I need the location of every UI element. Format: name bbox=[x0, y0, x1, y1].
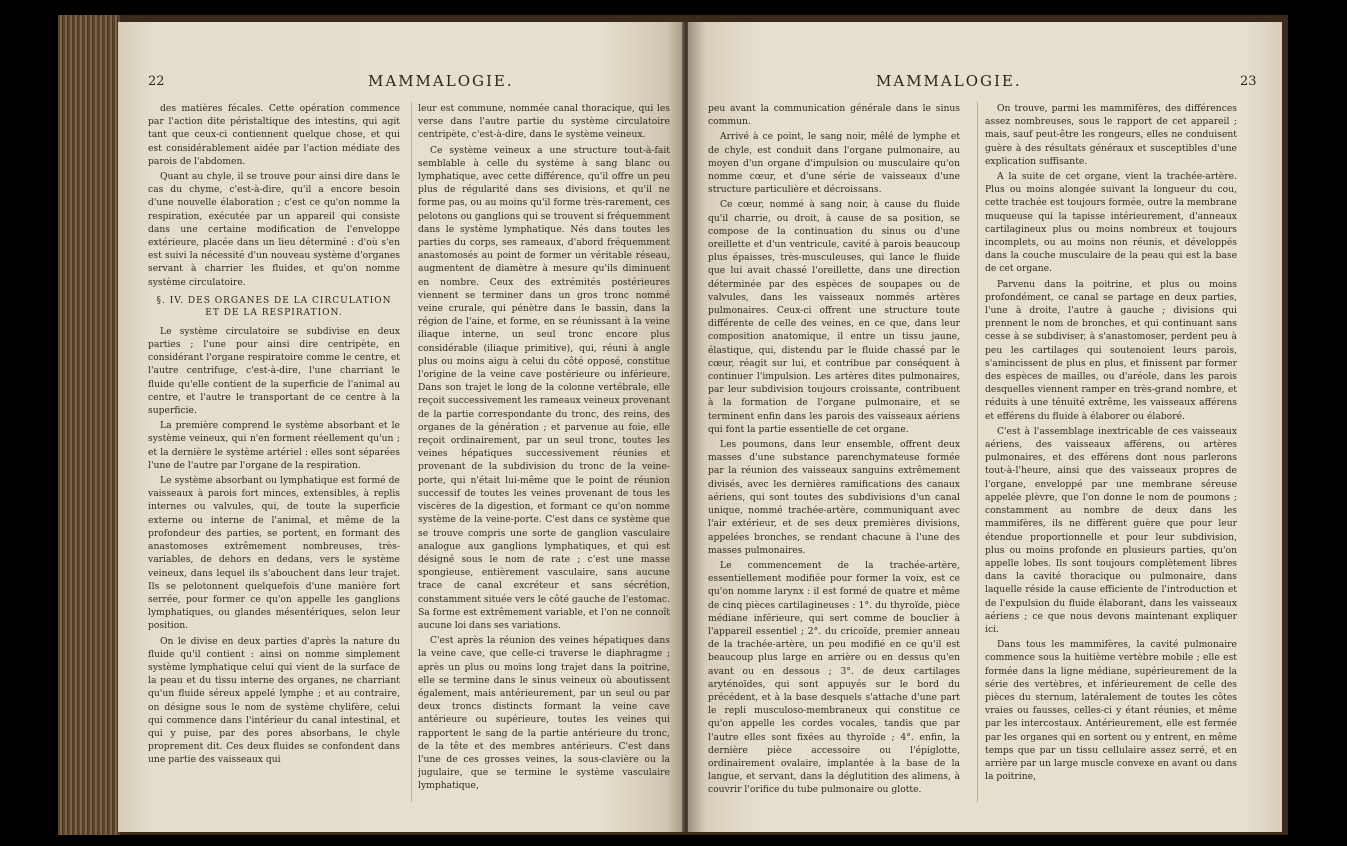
paragraph: Ce système veineux a une structure tout-à-fait semblable à celle du système à sang blanc ou lymphatique, avec cette différence, qu'il offre un peu plus de régularité dans ses divisions, et qu'il ne forme pas, ou au moins qu'il forme très-rarement, ces pelotons ou ganglions qui se trouvent si fréquemment dans le système lymphatique. Nés dans toutes les parties du corps, ses rameaux, d'abord fréquemment anastomosés au point de former un véritable réseau, augmentent de diamètre à mesure qu'ils diminuent en nombre. Ceux des extrémités postérieures viennent se terminer dans un gros tronc nommé veine crurale, qui pénètre dans le bassin, dans la région de l'aine, et forme, en se réunissant à la veine iliaque interne, un seul tronc encore plus considérable (iliaque primitive), qui, réuni à angle plus ou moins aigu à celui du côté opposé, constitue l'origine de la veine cave postérieure ou inférieure. Dans son trajet le long de la colonne vertébrale, elle reçoit successivement les rameaux veineux provenant de la partie correspondante du tronc, des reins, des organes de la génération ; et parvenue au foie, elle reçoit ordinairement, par un seul tronc, toutes les veines hépatiques successivement réunies et provenant de la subdivision du tronc de la veine-porte, qui n'était lui-même que le point de réunion successif de toutes les veines provenant de tous les viscères de la digestion, et formant ce qu'on nomme système de la veine-porte. C'est dans ce système que se trouve compris une sorte de ganglion vasculaire analogue aux ganglions lymphatiques, et qui est désigné sous le nom de rate ; c'est une masse spongieuse, entièrement vasculaire, sans aucune trace de canal excréteur et sans sécrétion, constamment située vers le côté gauche de l'estomac. Sa forme est extrêmement variable, et l'on ne connoît aucune loi dans ses variations. bbox=[418, 144, 670, 631]
paragraph: A la suite de cet organe, vient la trachée-artère. Plus ou moins alongée suivant la longueur du cou, cette trachée est toujours formée, outre la membrane muqueuse qui la tapisse intérieurement, d'anneaux cartilagineux plus ou moins nombreux et toujours incomplets, ou au moins non réunis, et développés dans la couche musculaire de la peau qui est la base de cet organe. bbox=[985, 171, 1237, 275]
paragraph: des matières fécales. Cette opération commence par l'action dite péristaltique des intestins, qui agit tant que ceux-ci contiennent quelque chose, et qui est considérablement aidée par l'action médiate des parois de l'abdomen. bbox=[148, 103, 400, 167]
page-edges bbox=[58, 15, 120, 835]
right-page-number: 23 bbox=[1240, 74, 1257, 89]
paragraph: Le système absorbant ou lymphatique est formé de vaisseaux à parois fort minces, extensibles, à replis internes ou valvules, qui, de toute la superficie externe ou interne de l'animal, et même de la profondeur des parties, se portent, en formant des anastomoses extrêmement nombreuses, très-variables, de dehors en dedans, vers le système veineux, dans lequel ils s'abouchent dans leur trajet. Ils se pelotonnent quelquefois d'une manière fort serrée, pour former ce qu'on appelle les ganglions lymphatiques, ou glandes mésentériques, selon leur position. bbox=[148, 475, 400, 632]
right-column-2 bbox=[985, 102, 1237, 817]
right-running-header: MAMMALOGIE. bbox=[876, 72, 1022, 90]
paragraph: Ce cœur, nommé à sang noir, à cause du fluide qu'il charrie, ou droit, à cause de sa position, se compose de la continuation du sinus ou d'une oreillette et d'un ventricule, cavité à parois beaucoup plus épaisses, très-musculeuses, qui lance le fluide que lui avait chassé l'oreillette, dans une direction déterminée par des espèces de soupapes ou de valvules, dans les vaisseaux nommés artères pulmonaires. Ceux-ci offrent une structure toute différente de celle des veines, en ce que, dans leur composition anatomique, il entre un tissu jaune, élastique, qui, distendu par le fluide chassé par le cœur, réagit sur lui, et contribue par conséquent à continuer l'impulsion. Les artères dites pulmonaires, par leur subdivision toujours croissante, contribuent à la formation de l'organe pulmonaire, et se terminent enfin dans les parois des vaisseaux aériens qui font la partie essentielle de cet organe. bbox=[708, 199, 960, 435]
paragraph: peu avant la communication générale dans le sinus commun. bbox=[708, 103, 960, 128]
column-divider bbox=[411, 102, 412, 802]
paragraph: leur est commune, nommée canal thoracique, qui les verse dans l'autre partie du système circulatoire centripète, c'est-à-dire, dans le système veineux. bbox=[418, 103, 670, 141]
column-divider bbox=[977, 102, 978, 802]
paragraph: On trouve, parmi les mammifères, des différences assez nombreuses, sous le rapport de cet appareil ; mais, sauf peut-être les rongeurs, elles ne conduisent guère à des résultats généraux et susceptibles d'une explication suffisante. bbox=[985, 103, 1237, 167]
left-page bbox=[118, 22, 684, 832]
paragraph: On le divise en deux parties d'après la nature du fluide qu'il contient : ainsi on nomme simplement système lymphatique celui qui vient de la surface de la peau et du tissu interne des organes, ne charriant qu'un fluide séreux appelé lymphe ; et au contraire, on désigne sous le nom de système chylifère, celui qui commence dans l'intérieur du canal intestinal, et qui y puise, par des pores absorbans, le chyle proprement dit. Ces deux fluides se confondent dans une partie des vaisseaux qui bbox=[148, 635, 400, 766]
paragraph: Quant au chyle, il se trouve pour ainsi dire dans le cas du chyme, c'est-à-dire, qu'il a encore besoin d'une nouvelle élaboration ; c'est ce qu'on nomme la respiration, exécutée par un appareil qui consiste dans une certaine modification de l'enveloppe extérieure, placée dans un lieu déterminé : d'où s'en est suivi la nécessité d'un nouveau système d'organes servant à charrier les fluides, et qu'on nomme système circulatoire. bbox=[148, 171, 400, 288]
paragraph: Le système circulatoire se subdivise en deux parties ; l'une pour ainsi dire centripète, en considérant l'organe respiratoire comme le centre, et l'autre centrifuge, c'est-à-dire, l'une charriant le fluide qu'elle contient de la superficie de l'animal au centre, et l'autre le transportant de ce centre à la superficie. bbox=[148, 325, 400, 417]
right-page bbox=[688, 22, 1282, 832]
paragraph: C'est à l'assemblage inextricable de ces vaisseaux aériens, des vaisseaux afférens, ou artères pulmonaires, et des efférens dont nous parlerons tout-à-l'heure, ainsi que des vaisseaux propres de l'organe, enveloppé par une membrane séreuse appelée plèvre, que l'on donne le nom de poumons ; constamment au nombre de deux dans les mammifères, ils ne diffèrent guère que pour leur étendue proportionnelle et pour leur subdivision, plus ou moins profonde en plusieurs parties, qu'on appelle lobes. Ils sont toujours complètement libres dans la cavité thoracique ou pulmonaire, dans laquelle réside la cause efficiente de l'introduction et de l'expulsion du fluide élaborant, dans les vaisseaux aériens ; ce que nous devons maintenant expliquer ici. bbox=[985, 425, 1237, 635]
left-column-1 bbox=[148, 102, 400, 817]
paragraph: Dans tous les mammifères, la cavité pulmonaire commence sous la huitième vertèbre mobile ; elle est formée dans la ligne médiane, supérieurement de la série des vertèbres, et inférieurement de celle des pièces du sternum, latéralement de toutes les côtes vraies ou fausses, celles-ci y étant réunies, et même par les intercostaux. Antérieurement, elle est fermée par les organes qui en sortent ou y entrent, en même temps que par un tissu cellulaire assez serré, et en arrière par un large muscle convexe en avant ou dans la poitrine, bbox=[985, 639, 1237, 783]
paragraph: Parvenu dans la poitrine, et plus ou moins profondément, ce canal se partage en deux parties, l'une à droite, l'autre à gauche ; divisions qui prennent le nom de bronches, et qui continuant sans cesse à se subdiviser, à s'anastomoser, perdent peu à peu les cartilages qui soutenoient leurs parois, s'amincissent de plus en plus, et finissent par former des espèces de mailles, ou d'aréole, dans les parois desquelles viennent ramper en très-grand nombre, et réduits à une ténuité extrême, les vaisseaux afférens et efférens du fluide à élaborer ou élaboré. bbox=[985, 278, 1237, 422]
paragraph: Arrivé à ce point, le sang noir, mêlé de lymphe et de chyle, est conduit dans l'organe pulmonaire, au moyen d'un organe d'impulsion ou musculaire qu'on nomme cœur, et d'une série de vaisseaux d'une structure particulière et décroissans. bbox=[708, 131, 960, 196]
paragraph: C'est après la réunion des veines hépatiques dans la veine cave, que celle-ci traverse le diaphragme ; après un plus ou moins long trajet dans la poitrine, elle se termine dans le sinus veineux où aboutissent également, mais antérieurement, par un seul ou par deux troncs distincts formant la veine cave antérieure ou supérieure, toutes les veines qui rapportent le sang de la partie antérieure du tronc, de la tête et des membres antérieurs. C'est dans l'une de ces grosses veines, la sous-clavière ou la jugulaire, que se termine le système vasculaire lymphatique, bbox=[418, 635, 670, 792]
left-column-2 bbox=[418, 102, 670, 817]
paragraph: Le commencement de la trachée-artère, essentiellement modifiée pour former la voix, est ce qu'on nomme larynx : il est formé de quatre et même de cinq pièces cartilagineuses : 1°. du thyroïde, pièce médiane inférieure, qui sert comme de bouclier à l'appareil essentiel ; 2°. du cricoïde, premier anneau de la trachée-artère, un peu modifié en ce qu'il est beaucoup plus large en arrière ou en dessus qu'en avant ou en dessous ; 3°. de deux cartilages aryténoïdes, qui sont appuyés sur le bord du précédent, et à la base desquels s'attache d'une part le repli musculoso-membraneux qui constitue ce qu'on appelle les cordes vocales, tandis que par l'autre elles sont fixées au thyroïde ; 4°. enfin, la dernière pièce accessoire ou l'épiglotte, ordinairement ovalaire, implantée à la base de la langue, et servant, dans la déglutition des alimens, à couvrir l'orifice du tube pulmonaire ou glotte. bbox=[708, 559, 960, 796]
paragraph: Les poumons, dans leur ensemble, offrent deux masses d'une substance parenchymateuse formée par la réunion des vaisseaux sanguins extrêmement divisés, avec les dernières ramifications des canaux aériens, qui sont toutes des subdivisions d'un canal unique, nommé trachée-artère, communiquant avec l'air extérieur, et de ses deux premières divisions, appelées bronches, se rendant chacune à l'une des masses pulmonaires. bbox=[708, 439, 960, 556]
section-heading: §. IV. DES ORGANES DE LA CIRCULATION ET DE LA RESPIRATION. bbox=[156, 295, 392, 318]
paragraph: La première comprend le système absorbant et le système veineux, qui n'en forment réellement qu'un ; et la dernière le système artériel : elles sont séparées l'une de l'autre par l'organe de la respiration. bbox=[148, 420, 400, 471]
left-running-header: MAMMALOGIE. bbox=[368, 72, 514, 90]
left-page-number: 22 bbox=[148, 74, 165, 89]
right-column-1 bbox=[708, 102, 960, 817]
